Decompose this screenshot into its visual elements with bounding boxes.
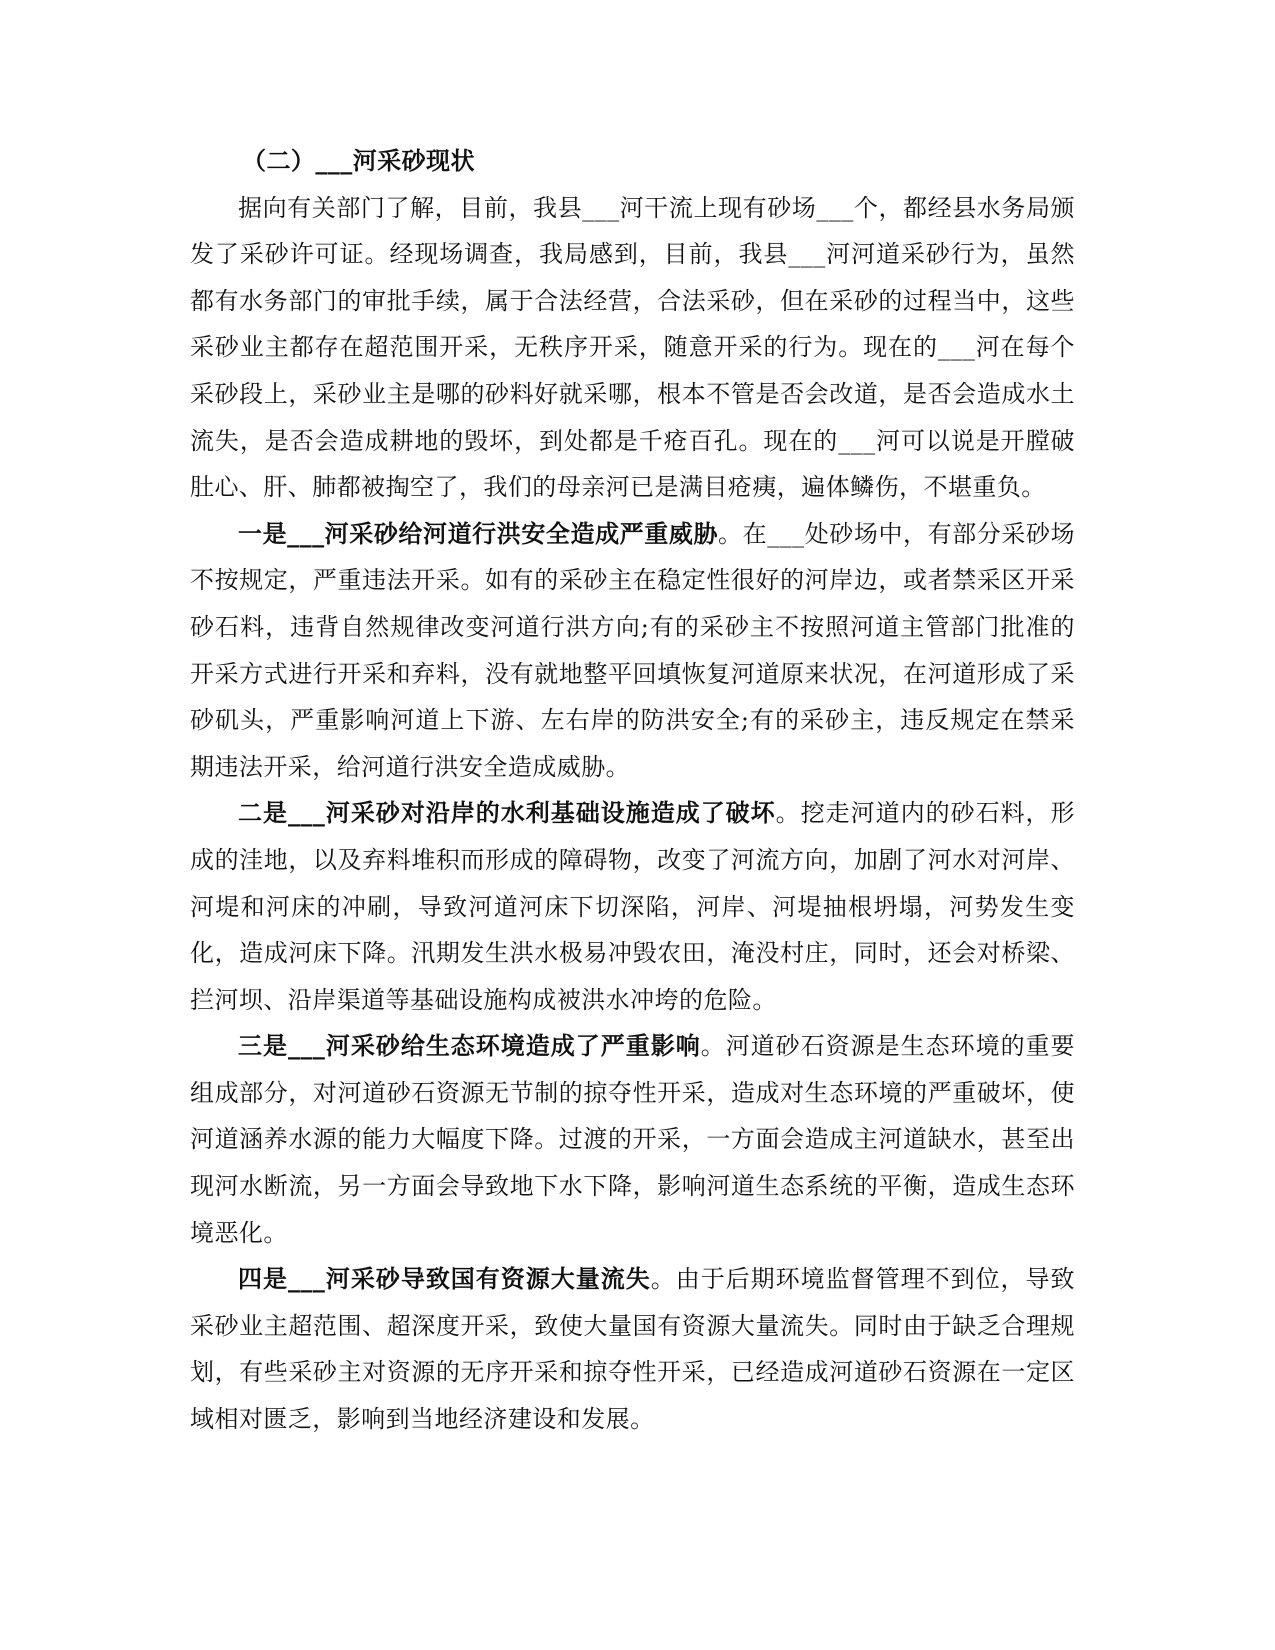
point-body-2: 。挖走河道内的砂石料，形成的洼地，以及弃料堆积而形成的障碍物，改变了河流方向，加剧了河水对河岸、河堤和河床的冲刷，导致河道河床下切深陷，河岸、河堤抽根坍塌，河势发生变化，造成河床下降。汛期发生洪水极易冲毁农田，淹没村庄，同时，还会对桥梁、拦河坝、沿岸渠道等基础设施构成被洪水冲垮的危险。: [190, 799, 1075, 1014]
section-heading: （二）___河采砂现状: [242, 147, 475, 175]
point-lead-2: 二是___河采砂对沿岸的水利基础设施造成了破坏: [238, 799, 776, 828]
point-body-4: 。由于后期环境监督管理不到位，导致采砂业主超范围、超深度开采，致使大量国有资源大量流失。同时由于缺乏合理规划，有些采砂主对资源的无序开采和掠夺性开采，已经造成河道砂石资源在一定区域相对匮乏，影响到当地经济建设和发展。: [190, 1265, 1075, 1434]
point-paragraph-3: [190, 1023, 1075, 1256]
point-lead-1: 一是___河采砂给河道行洪安全造成严重威胁: [238, 519, 719, 548]
document-page: [190, 138, 1075, 1443]
point-lead-3: 三是___河采砂给生态环境造成了严重影响: [238, 1032, 701, 1061]
point-body-1: 。在___处砂场中，有部分采砂场不按规定，严重违法开采。如有的采砂主在稳定性很好的河岸边，或者禁采区开采砂石料，违背自然规律改变河道行洪方向;有的采砂主不按照河道主管部门批准的开采方式进行开采和弃料，没有就地整平回填恢复河道原来状况，在河道形成了采砂矶头，严重影响河道上下游、左右岸的防洪安全;有的采砂主，违反规定在禁采期违法开采，给河道行洪安全造成威胁。: [190, 519, 1075, 781]
point-paragraph-4: [190, 1256, 1075, 1442]
point-lead-4: 四是___河采砂导致国有资源大量流失: [238, 1265, 651, 1294]
point-paragraph-2: [190, 790, 1075, 1023]
point-paragraph-1: [190, 511, 1075, 791]
point-body-3: 。河道砂石资源是生态环境的重要组成部分，对河道砂石资源无节制的掠夺性开采，造成对生态环境的严重破坏，使河道涵养水源的能力大幅度下降。过渡的开采，一方面会造成主河道缺水，甚至出现河水断流，另一方面会导致地下水下降，影响河道生态系统的平衡，造成生态环境恶化。: [190, 1032, 1075, 1247]
intro-paragraph: 据向有关部门了解，目前，我县___河干流上现有砂场___个，都经县水务局颁发了采砂许可证。经现场调查，我局感到，目前，我县___河河道采砂行为，虽然都有水务部门的审批手续，属于合法经营，合法采砂，但在采砂的过程当中，这些采砂业主都存在超范围开采，无秩序开采，随意开采的行为。现在的___河在每个采砂段上，采砂业主是哪的砂料好就采哪，根本不管是否会改道，是否会造成水土流失，是否会造成耕地的毁坏，到处都是千疮百孔。现在的___河可以说是开膛破肚心、肝、肺都被掏空了，我们的母亲河已是满目疮痍，遍体鳞伤，不堪重负。: [190, 193, 1075, 502]
